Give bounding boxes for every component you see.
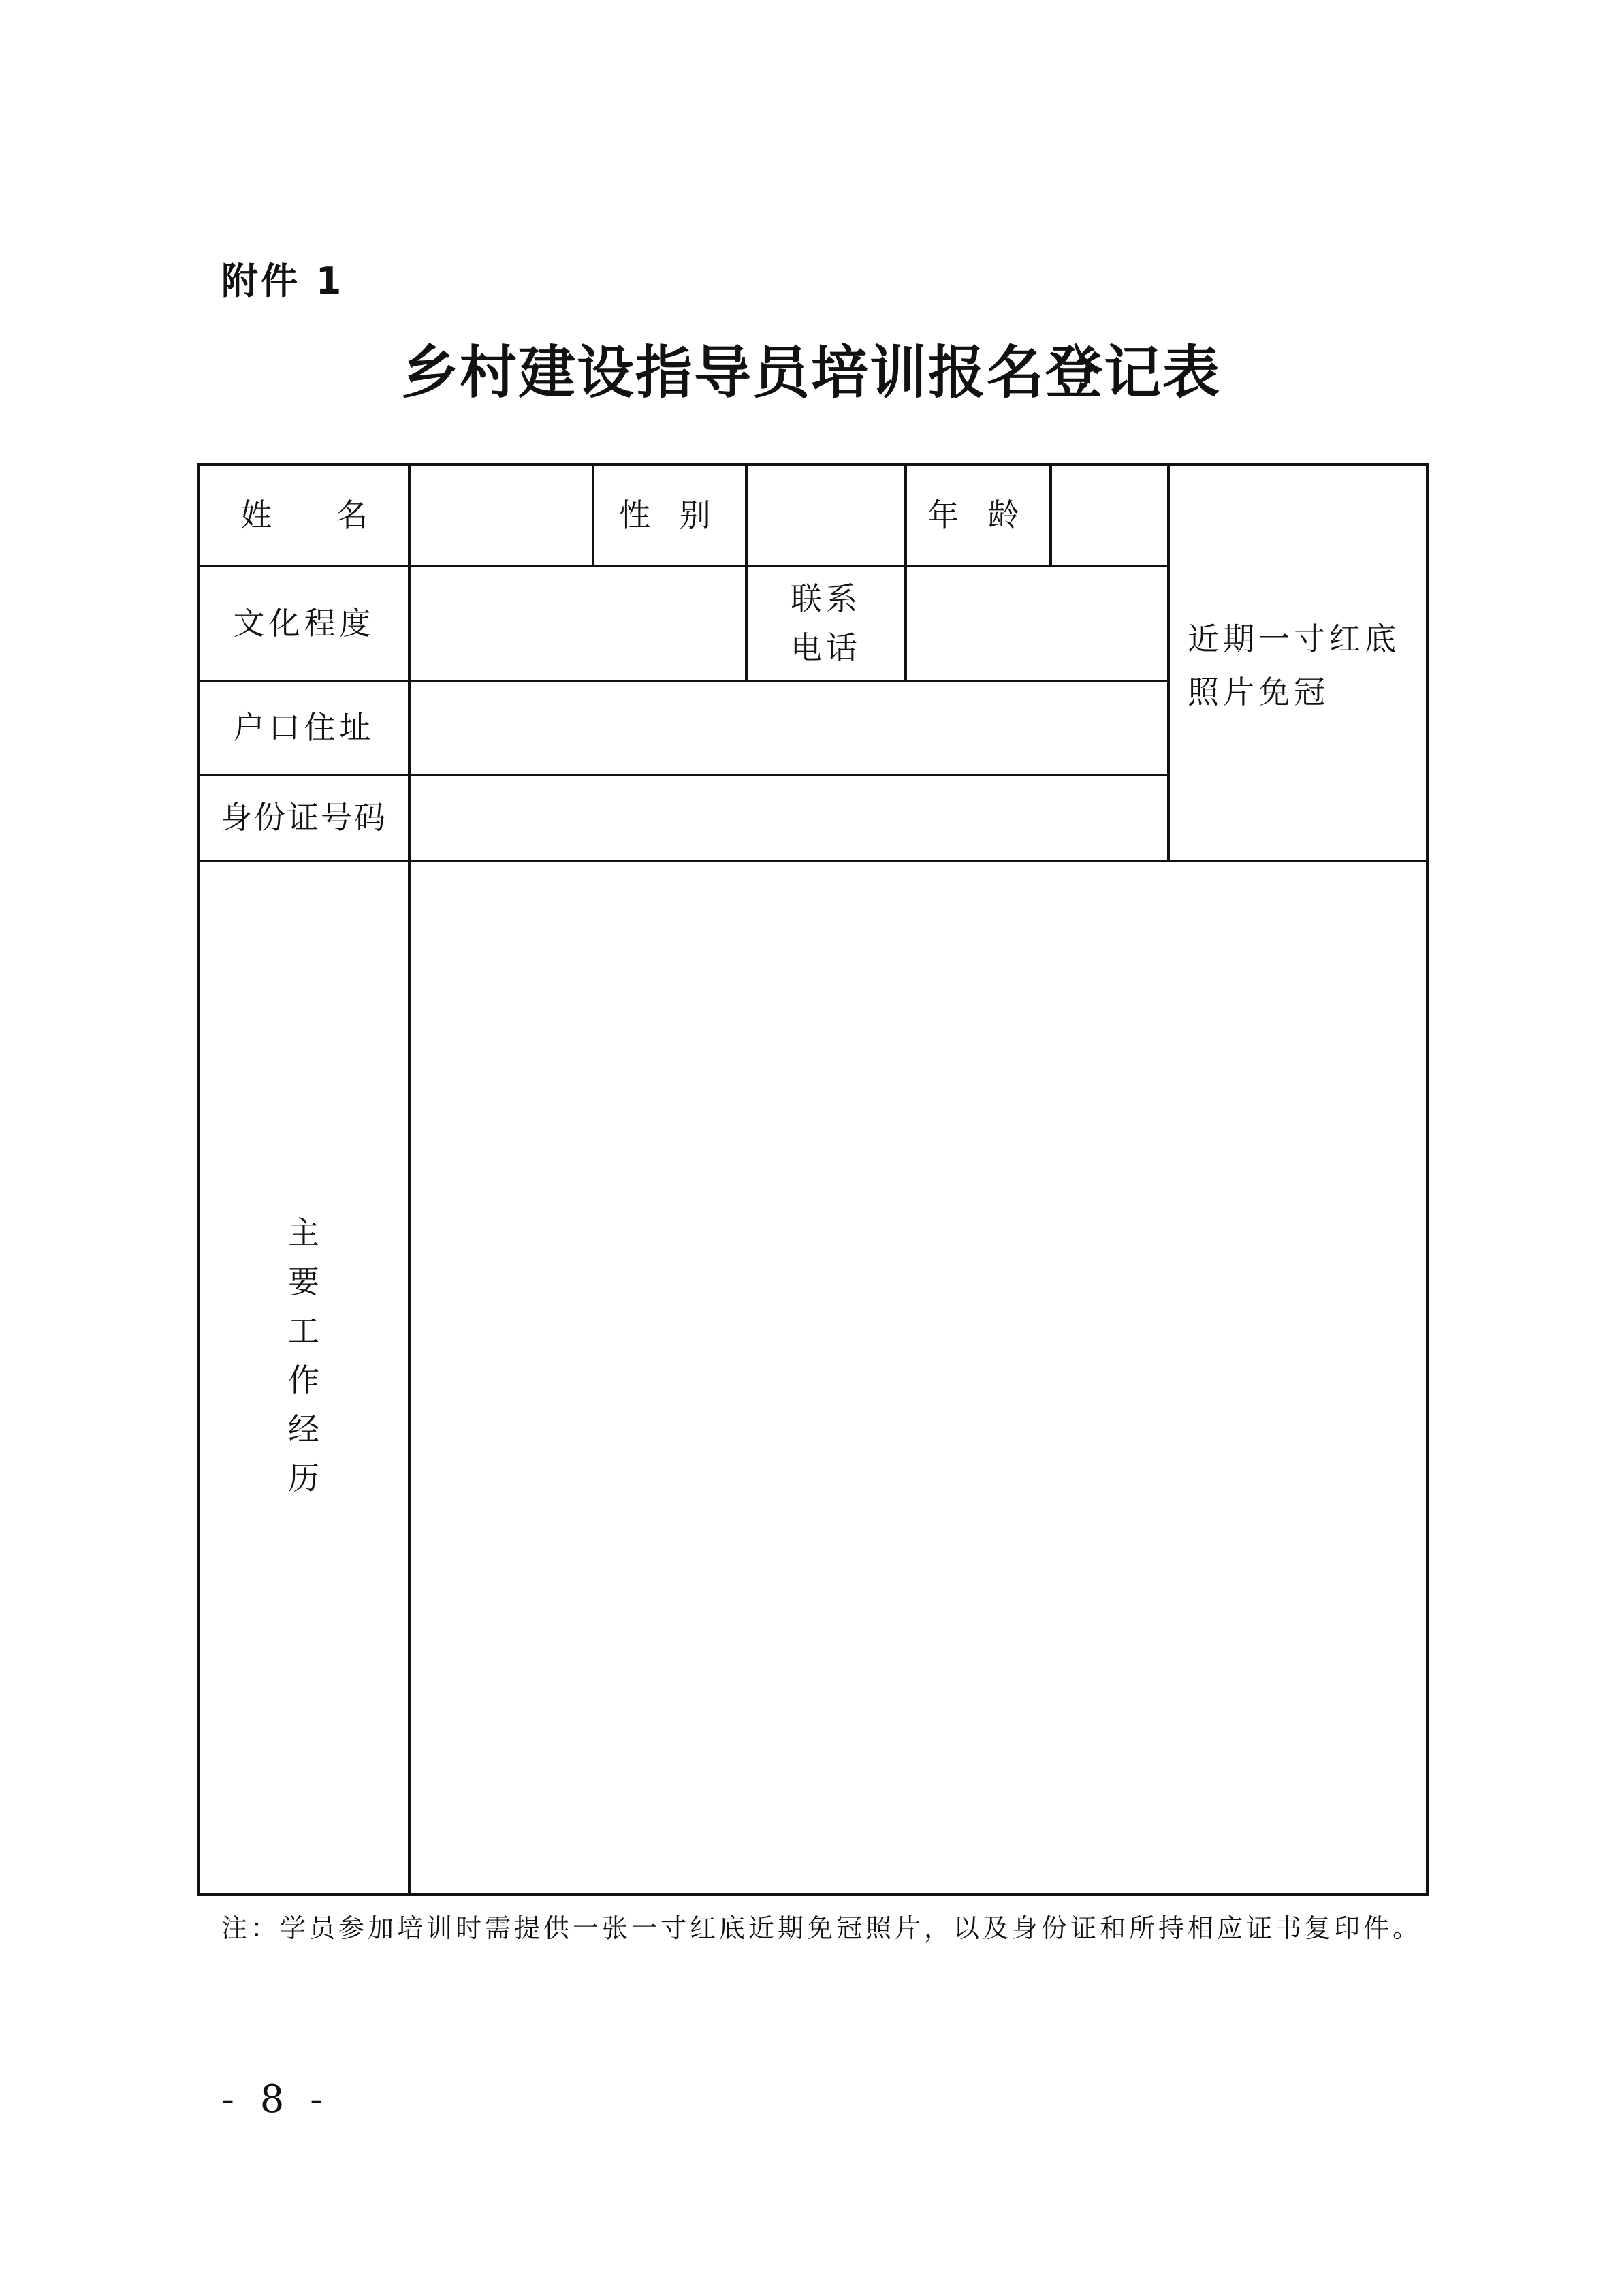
footnote: 注：学员参加培训时需提供一张一寸红底近期免冠照片，以及身份证和所持相应证书复印件。: [221, 1913, 1422, 1943]
education-label: 文化程度: [233, 604, 375, 642]
work-history-label: [283, 1208, 324, 1503]
gender-field[interactable]: [748, 466, 904, 565]
age-label: 年 龄: [927, 496, 1029, 533]
work-history-field[interactable]: [411, 862, 1429, 1896]
work-history-char: 经: [288, 1411, 319, 1447]
work-history-char: 主: [288, 1214, 319, 1251]
gender-label: 性 别: [619, 496, 720, 533]
work-history-char: 工: [288, 1312, 319, 1349]
phone-label-line2: 电话: [791, 629, 861, 666]
education-field[interactable]: [411, 567, 745, 680]
registration-form: [197, 463, 1429, 1896]
age-field[interactable]: [1052, 466, 1167, 565]
name-label: 姓 名: [240, 496, 395, 533]
attachment-label: 附件 1: [221, 260, 345, 302]
phone-field[interactable]: [907, 567, 1167, 680]
page-number: - 8 -: [221, 2077, 330, 2122]
address-label: 户口住址: [233, 709, 375, 746]
work-history-char: 要: [288, 1263, 319, 1300]
page-title: 乡村建设指导员培训报名登记表: [400, 339, 1221, 406]
address-field[interactable]: [411, 682, 1167, 774]
work-history-char: 历: [288, 1460, 319, 1496]
photo-note: 近期一寸红底照片免冠: [1188, 620, 1400, 711]
phone-label-line1: 联系: [791, 580, 861, 618]
name-field[interactable]: [411, 466, 592, 565]
id-number-label: 身份证号码: [221, 799, 387, 836]
id-number-field[interactable]: [411, 776, 1167, 860]
phone-label: [748, 567, 904, 680]
work-history-char: 作: [288, 1362, 319, 1398]
